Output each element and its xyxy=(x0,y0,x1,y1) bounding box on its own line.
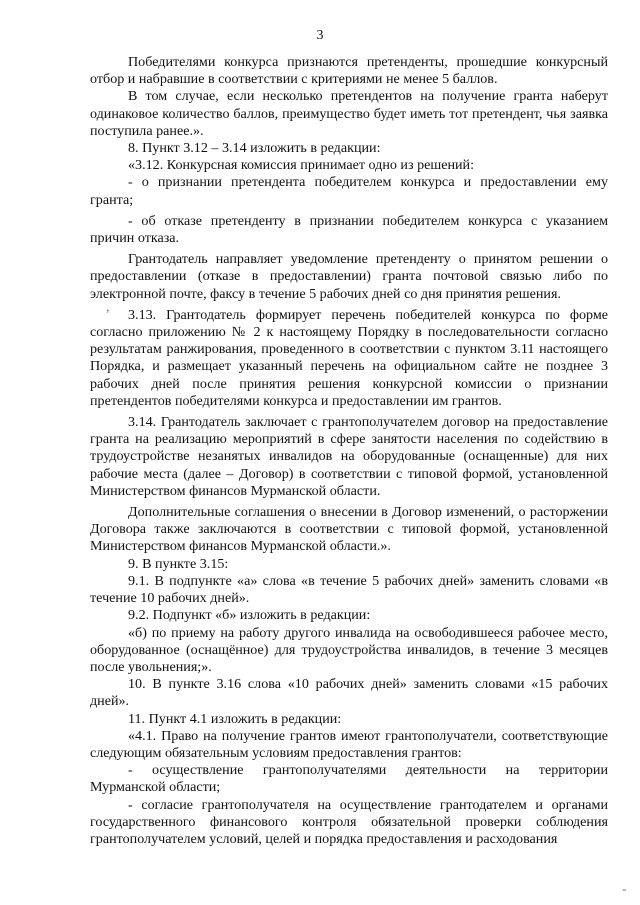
paragraph: Дополнительные соглашения о внесении в Договор изменений, о расторжении Договора также заключаются в соответствии с типовой формой, установленной Министерством финансов Мурманской области.». xyxy=(90,504,608,555)
margin-mark: , xyxy=(106,300,110,315)
paragraph: 8. Пункт 3.12 – 3.14 изложить в редакции: xyxy=(128,140,381,157)
margin-mark: - xyxy=(622,882,627,897)
paragraph: 9. В пункте 3.15: xyxy=(128,555,229,572)
paragraph: - о признании претендента победителем конкурса и предоставлении ему гранта; xyxy=(90,174,608,208)
paragraph: 11. Пункт 4.1 изложить в редакции: xyxy=(128,710,342,727)
page-number: 3 xyxy=(316,28,324,43)
document-body xyxy=(90,54,608,848)
paragraph: 3.13. Грантодатель формирует перечень победителей конкурса по форме согласно приложению № 2 к настоящему Порядку в последовательности согласно результатам ранжирования, проведенного в соответствии с пунктом 3.11 настоящего Порядка, и размещает указанный перечень на официальном сайте не позднее 3 рабочих дней после принятия решения конкурсной комиссии о признании претендентов победителями конкурса и предоставлении им грантов. xyxy=(90,306,608,409)
paragraph: В том случае, если несколько претендентов на получение гранта наберут одинаковое количество баллов, преимущество будет иметь тот претендент, чья заявка поступила ранее.». xyxy=(90,88,608,139)
paragraph: «б) по приему на работу другого инвалида на освободившееся рабочее место, оборудованное (оснащённое) для трудоустройства инвалидов, в течение 3 месяцев после увольнения;». xyxy=(90,624,608,675)
paragraph: Грантодатель направляет уведомление претенденту о принятом решении о предоставлении (отказе в предоставлении) гранта почтовой связью либо по электронной почте, факсу в течение 5 рабочих дней со дня принятия решения. xyxy=(90,251,608,302)
paragraph: 9.1. В подпункте «а» слова «в течение 5 рабочих дней» заменить словами «в течение 10 рабочих дней». xyxy=(90,572,608,607)
paragraph: - осуществление грантополучателями деятельности на территории Мурманской области; xyxy=(90,762,608,796)
paragraph: 9.2. Подпункт «б» изложить в редакции: xyxy=(128,607,371,624)
paragraph: 3.14. Грантодатель заключает с грантополучателем договор на предоставление гранта на реализацию мероприятий в сфере занятости населения по содействию в трудоустройстве незанятых инвалидов на оборудованные (оснащенные) для них рабочие места (далее – Договор) в соответствии с типовой формой, установленной Министерством финансов Мурманской области. xyxy=(90,414,608,499)
paragraph: Победителями конкурса признаются претенденты, прошедшие конкурсный отбор и набравшие в соответствии с критериями не менее 5 баллов. xyxy=(90,54,608,88)
paragraph: - согласие грантополучателя на осуществление грантодателем и органами государственного финансового контроля обязательной проверки соблюдения грантополучателем условий, целей и порядка предоставления и расходования xyxy=(90,796,608,847)
paragraph: - об отказе претенденту в признании победителем конкурса с указанием причин отказа. xyxy=(90,212,608,247)
paragraph: 10. В пункте 3.16 слова «10 рабочих дней» заменить словами «15 рабочих дней». xyxy=(90,676,608,710)
paragraph: «4.1. Право на получение грантов имеют грантополучатели, соответствующие следующим обязательным условиям предоставления грантов: xyxy=(90,727,608,761)
paragraph: «3.12. Конкурсная комиссия принимает одно из решений: xyxy=(128,157,475,174)
